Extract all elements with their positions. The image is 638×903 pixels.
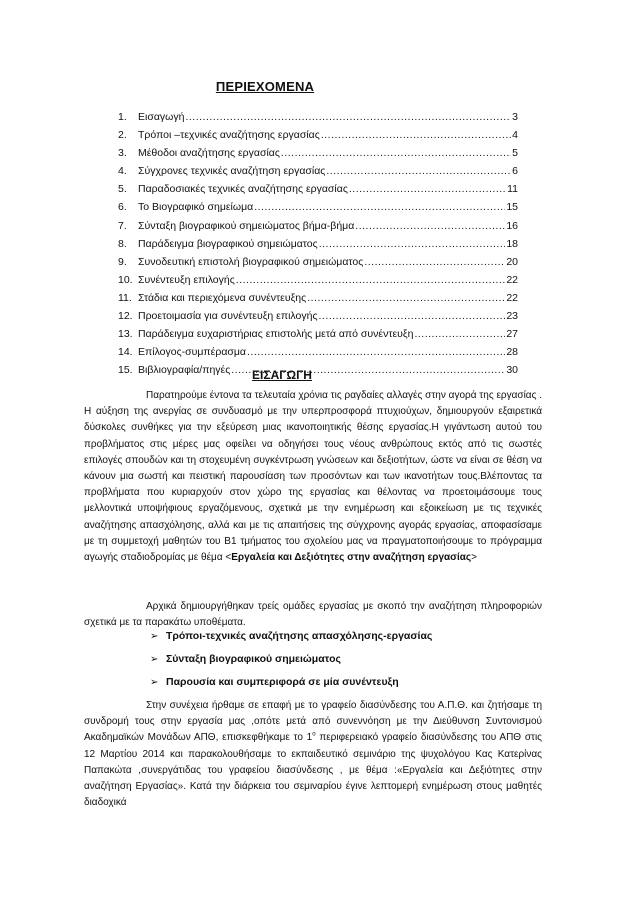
toc-row [118,238,518,256]
toc-row [118,292,518,310]
toc-item-number: 15. [118,364,133,377]
toc-item-title: Σύνταξη βιογραφικού σημειώματος βήμα-βήμα [138,219,355,232]
table-of-contents [118,111,518,382]
toc-row [118,201,518,219]
toc-item-title: Στάδια και περιεχόμενα συνέντευξης [138,291,307,304]
toc-leader-dots [326,165,511,177]
intro-heading: ΕΙΣΑΓΩΓΗ [252,368,312,382]
arrow-bullet-icon: ➢ [150,654,159,665]
toc-item-title: Σύγχρονες τεχνικές αναζήτηση εργασίας [138,165,326,178]
intro-paragraph-2: Αρχικά δημιουργήθηκαν τρείς ομάδες εργασίας με σκοπό την αναζήτηση πληροφοριών σχετικά με τα παρακάτω υποθέματα. [84,601,542,629]
toc-item-number: 14. [118,346,133,359]
toc-item-title: Παραδοσιακές τεχνικές αναζήτησης εργασίας [138,183,348,196]
toc-item-title: Παράδειγμα βιογραφικού σημειώματος [138,237,318,250]
toc-item-number: 5. [118,183,127,196]
toc-row [118,111,518,129]
toc-item-page: 27 [506,328,518,341]
toc-item-title: Μέθοδοι αναζήτησης εργασίας [138,147,280,160]
toc-item-page: 5 [512,147,518,160]
toc-leader-dots [319,310,506,322]
toc-item-title: Συνοδευτική επιστολή βιογραφικού σημειώματος [138,255,364,268]
toc-item-number: 2. [118,129,127,142]
toc-row [118,256,518,274]
intro-paragraph-1-text: Παρατηρούμε έντονα τα τελευταία χρόνια τις ραγδαίες αλλαγές στην αγορά της εργασίας . Η αύξηση της ανεργίας σε συνδυασμό με την υπερπροσφορά πτυχιούχων, δημιουργούν εξαιρετικά δύσκολες συνθήκες για την εξεύρεση μιας ικανοποιητικής θέσης εργασίας.Η γιγάντωση αυτού του προβλήματος στις μέρες μας οφείλει να οδηγήσει τους νέους ανθρώπους εκτός από τις σωστές επιλογές σπουδών και τη στοχευμένη συγκέντρωση γνώσεων και δεξιοτήτων, ώστε να είναι σε θέση να κάνουν μια σωστή και πειστική παρουσίαση των προσόντων και των ικανοτήτων τους.Βλέποντας τα προβλήματα που κυριαρχούν στον χώρο της εργασίας και θέλοντας να προετοιμάσουμε τους μελλοντικά υποψήφιους εργαζόμενους, σχετικά με την ενημέρωση και εξοικείωση με τις τεχνικές αναζήτησης απασχόλησης, αλλά και με τις απαιτήσεις της σύγχρονης αγοράς εργασίας, αποφασίσαμε με τη συμμετοχή μαθητών του Β1 τμήματος του σχολείου μας να πραγματοποιήσουμε το πρόγραμμα αγωγής σταδιοδρομίας με θέμα < [84,390,542,564]
toc-leader-dots [349,183,506,195]
toc-item-number: 3. [118,147,127,160]
toc-row [118,346,518,364]
toc-item-title: Το Βιογραφικό σημείωμα [138,201,254,214]
topic-list [150,630,432,699]
ordinal-superscript: ο [312,732,316,739]
list-item [150,630,432,653]
toc-leader-dots [355,220,505,232]
toc-item-number: 10. [118,273,133,286]
intro-paragraph-3-b: περιφερειακό γραφείο διασύνδεσης του ΑΠΘ στις 12 Μαρτίου 2014 και παρακολουθήσαμε το εκπαιδευτικό σεμινάριο της ψυχολόγου Κας Κατερίνας Παπακώτα ,συνεργάτιδας του γραφείου διασύνδεσης , με θέμα :«Εργαλεία και Δεξιότητες στην αναζήτηση Εργασίας». Κατά την διάρκεια του σεμιναρίου έγινε λεπτομερή ενημέρωση στους μαθητές διαδοχικά [84,732,542,809]
toc-item-number: 7. [118,219,127,232]
toc-leader-dots [364,256,505,268]
arrow-bullet-icon: ➢ [150,677,159,688]
toc-item-number: 8. [118,237,127,250]
toc-item-page: 11 [507,183,518,196]
intro-paragraph-3-a: Στην συνέχεια ήρθαμε σε επαφή με το γραφείο διασύνδεσης του Α.Π.Θ. και ζητήσαμε τη συνδρομή τους στην εργασία μας ,οπότε μετά από συνεννόηση με την Διεύθυνση Συντονισμού Ακαδημαϊκών Μονάδων ΑΠΘ, επισκεφθήκαμε το 1 [84,700,542,744]
toc-item-page: 20 [506,255,518,268]
list-item [150,676,432,699]
toc-leader-dots [414,328,505,340]
toc-item-title: Βιβλιογραφία/πηγές [138,364,231,377]
toc-item-page: 6 [512,165,518,178]
toc-item-number: 13. [118,328,133,341]
toc-leader-dots [319,238,506,250]
toc-item-number: 12. [118,310,133,323]
toc-item-page: 23 [506,310,518,323]
toc-row [118,310,518,328]
toc-item-number: 6. [118,201,127,214]
toc-item-title: Προετοιμασία για συνέντευξη επιλογής [138,310,318,323]
toc-item-page: 28 [506,346,518,359]
toc-row [118,165,518,183]
toc-item-title: Επίλογος-συμπέρασμα [138,346,246,359]
list-item-label: Σύνταξη βιογραφικού σημειώματος [166,653,341,665]
toc-item-number: 4. [118,165,127,178]
toc-leader-dots [281,147,511,159]
project-title: Εργαλεία και Δεξιότητες στην αναζήτηση εργασίας [231,552,472,564]
list-item-label: Τρόποι-τεχνικές αναζήτησης απασχόλησης-εργασίας [166,630,433,642]
toc-item-title: Τρόποι –τεχνικές αναζήτησης εργασίας [138,129,320,142]
toc-item-page: 22 [506,273,518,286]
toc-item-page: 15 [506,201,518,214]
toc-item-page: 30 [506,364,518,377]
intro-paragraph-1-end: > [471,552,477,564]
intro-paragraph-1 [84,388,542,566]
toc-item-title: Συνέντευξη επιλογής [138,273,235,286]
toc-item-title: Εισαγωγή [138,111,185,123]
toc-item-title: Παράδειγμα ευχαριστήριας επιστολής μετά από συνέντευξη [138,328,414,341]
toc-row [118,183,518,201]
toc-row [118,328,518,346]
toc-item-number: 9. [118,255,127,268]
toc-item-number: 1. [118,111,127,123]
toc-item-page: 16 [506,219,518,232]
toc-item-page: 4 [512,129,518,142]
list-item-label: Παρουσία και συμπεριφορά σε μία συνέντευξη [166,676,399,688]
toc-heading: ΠΕΡΙΕΧΟΜΕΝΑ [215,79,315,94]
intro-paragraph-3 [84,698,542,811]
toc-leader-dots [247,346,505,358]
list-item [150,653,432,676]
toc-row [118,220,518,238]
toc-row [118,274,518,292]
toc-leader-dots [307,292,505,304]
toc-leader-dots [321,129,511,141]
toc-item-page: 22 [506,291,518,304]
toc-item-page: 3 [512,111,518,123]
toc-row [118,129,518,147]
toc-leader-dots [254,201,505,213]
toc-row [118,147,518,165]
toc-item-number: 11. [118,291,132,304]
toc-leader-dots [185,111,511,123]
toc-leader-dots [236,274,506,286]
arrow-bullet-icon: ➢ [150,631,159,642]
toc-item-page: 18 [506,237,518,250]
